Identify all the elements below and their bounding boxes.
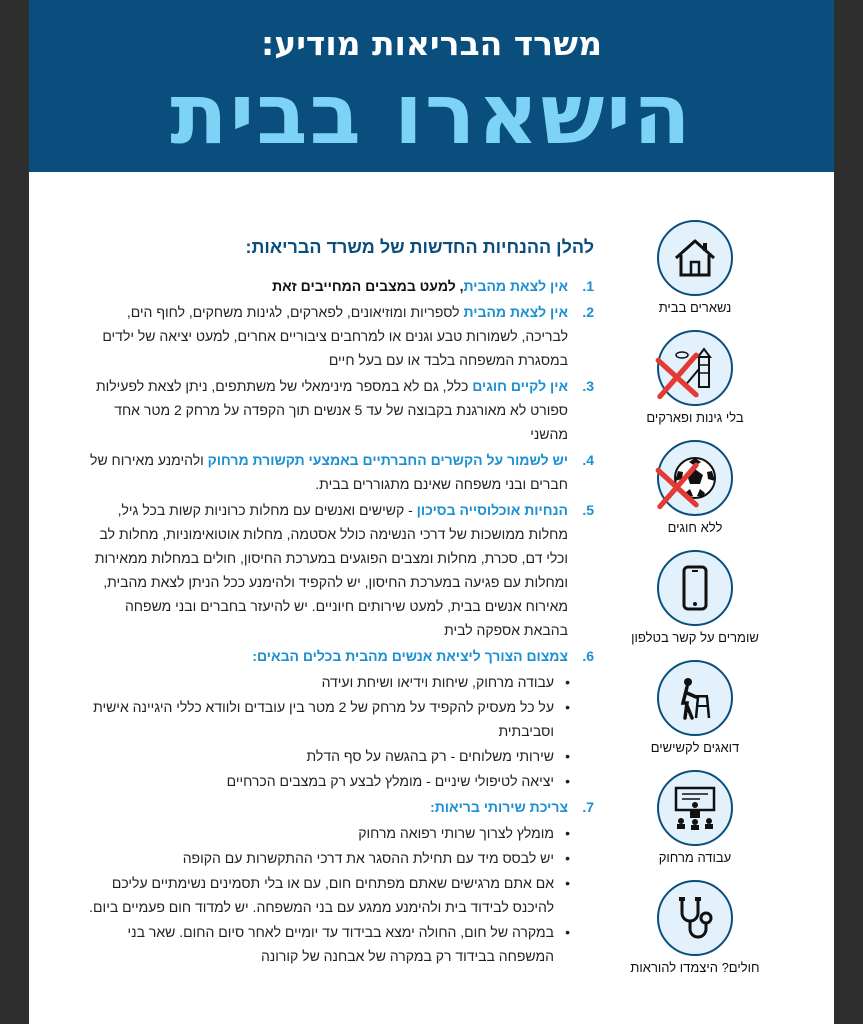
guideline-item-2: 2. אין לצאת מהבית לספריות ומוזיאונים, לפארקים, לגינות משחקים, לחוף הים, לבריכה, לשמורות טבע וגנים או למרחבים ציבוריים אחרים, למעט יציאה של ילדים במסגרת המשפחה בלבד או עם בעל חיים (102, 304, 594, 368)
list-item: • במקרה של חום, החולה ימצא בבידוד עד יומיים לאחר סיום החום. שאר בני המשפחה בבידוד רק במקרה של אבחנה של קורונה (84, 920, 554, 968)
icon-item-no-clubs (620, 440, 770, 550)
cross-mark-icon (653, 350, 703, 400)
guideline-item-5: 5. הנחיות אוכלוסייה בסיכון - קשישים ואנשים עם מחלות כרוניות קשות בכל גיל, מחלות ממושכות של דרכי הנשימה כולל אסטמה, מחלות אוטואימוניות, מחלות לב וכלי דם, סכרת, מחלות ומצבים הפוגעים במערכת החיסון, חולים במחלות ממאירות ומחלות עם פגיעה במערכת החיסון, יש להקפיד ולהימנע ככל הניתן לצאת מהבית, מאירוח אנשים בבית, למעט שירותים חיוניים. יש להיעזר בחברים ובני משפחה בהבאת אספקה לבית (94, 502, 594, 638)
icon-item-no-parks (620, 330, 770, 440)
presentation-icon (670, 783, 720, 833)
guidelines-heading: להלן ההנחיות החדשות של משרד הבריאות: (245, 237, 594, 257)
icon-label: נשארים בבית (658, 300, 732, 315)
header-title: הישארו בבית (170, 65, 693, 163)
icon-item-remote-work (620, 770, 770, 880)
phone-icon (670, 563, 720, 613)
guideline-item-4: 4. יש לשמור על הקשרים החברתיים באמצעי תקשורת מרחוק ולהימנע מאירוח של חברים ובני משפחה שאינם מתגוררים בבית. (90, 452, 594, 492)
list-item: • אם אתם מרגישים שאתם מפתחים חום, עם או בלי תסמינים נשימתיים עליכם להיכנס לבידוד בית ולהימנע ממגע עם בני המשפחה. יש למדוד חום פעמיים ביום. (84, 871, 554, 919)
icon-label: ללא חוגים (667, 520, 723, 535)
stethoscope-icon (670, 893, 720, 943)
guidelines-content (84, 237, 594, 970)
guideline-item-1: 1. אין לצאת מהבית, למעט במצבים המחייבים זאת (272, 278, 594, 294)
icon-label: שומרים על קשר בטלפון (631, 630, 759, 645)
icon-item-sick (620, 880, 770, 990)
house-icon (670, 233, 720, 283)
icon-label: עבודה מרחוק (658, 850, 732, 865)
icon-item-stay-home (620, 220, 770, 330)
icon-item-elderly (620, 660, 770, 770)
guideline-item-6: 6. צמצום הצורך ליציאת אנשים מהבית בכלים הבאים: (252, 648, 594, 664)
list-item: • מומלץ לצרוך שרותי רפואה מרחוק (84, 821, 554, 845)
list-item: • שירותי משלוחים - רק בהגשה על סף הדלת (84, 744, 554, 768)
section6-list (84, 670, 594, 793)
elderly-walker-icon (670, 673, 720, 723)
icon-label: דואגים לקשישים (650, 740, 740, 755)
icon-item-phone (620, 550, 770, 660)
cross-mark-icon (653, 460, 703, 510)
poster (29, 0, 834, 1024)
header-banner (29, 0, 834, 172)
list-item: • על כל מעסיק להקפיד על מרחק של 2 מטר בין עובדים ולוודא כללי היגיינה אישית וסביבתית (84, 695, 554, 743)
list-item: • יציאה לטיפולי שיניים - מומלץ לבצע רק במצבים הכרחיים (84, 769, 554, 793)
header-subtitle: משרד הבריאות מודיע: (261, 24, 602, 63)
section7-list (84, 821, 594, 968)
icon-label: בלי גינות ופארקים (646, 410, 744, 425)
icon-label: חולים? היצמדו להוראות (630, 960, 760, 975)
list-item: • יש לבסס מיד עם תחילת ההסגר את דרכי ההתקשרות עם הקופה (84, 846, 554, 870)
guideline-item-7: 7. צריכת שירותי בריאות: (430, 799, 594, 815)
guideline-item-3: 3. אין לקיים חוגים כלל, גם לא במספר מינימאלי של משתתפים, ניתן לצאת לפעילות ספורט לא מאורגנת בקבוצה של עד 5 אנשים תוך הקפדה על מרחק 2 מטר אחד מהשני (95, 378, 594, 442)
icon-column (620, 220, 770, 990)
list-item: • עבודה מרחוק, שיחות וידיאו ושיחת ועידה (84, 670, 554, 694)
